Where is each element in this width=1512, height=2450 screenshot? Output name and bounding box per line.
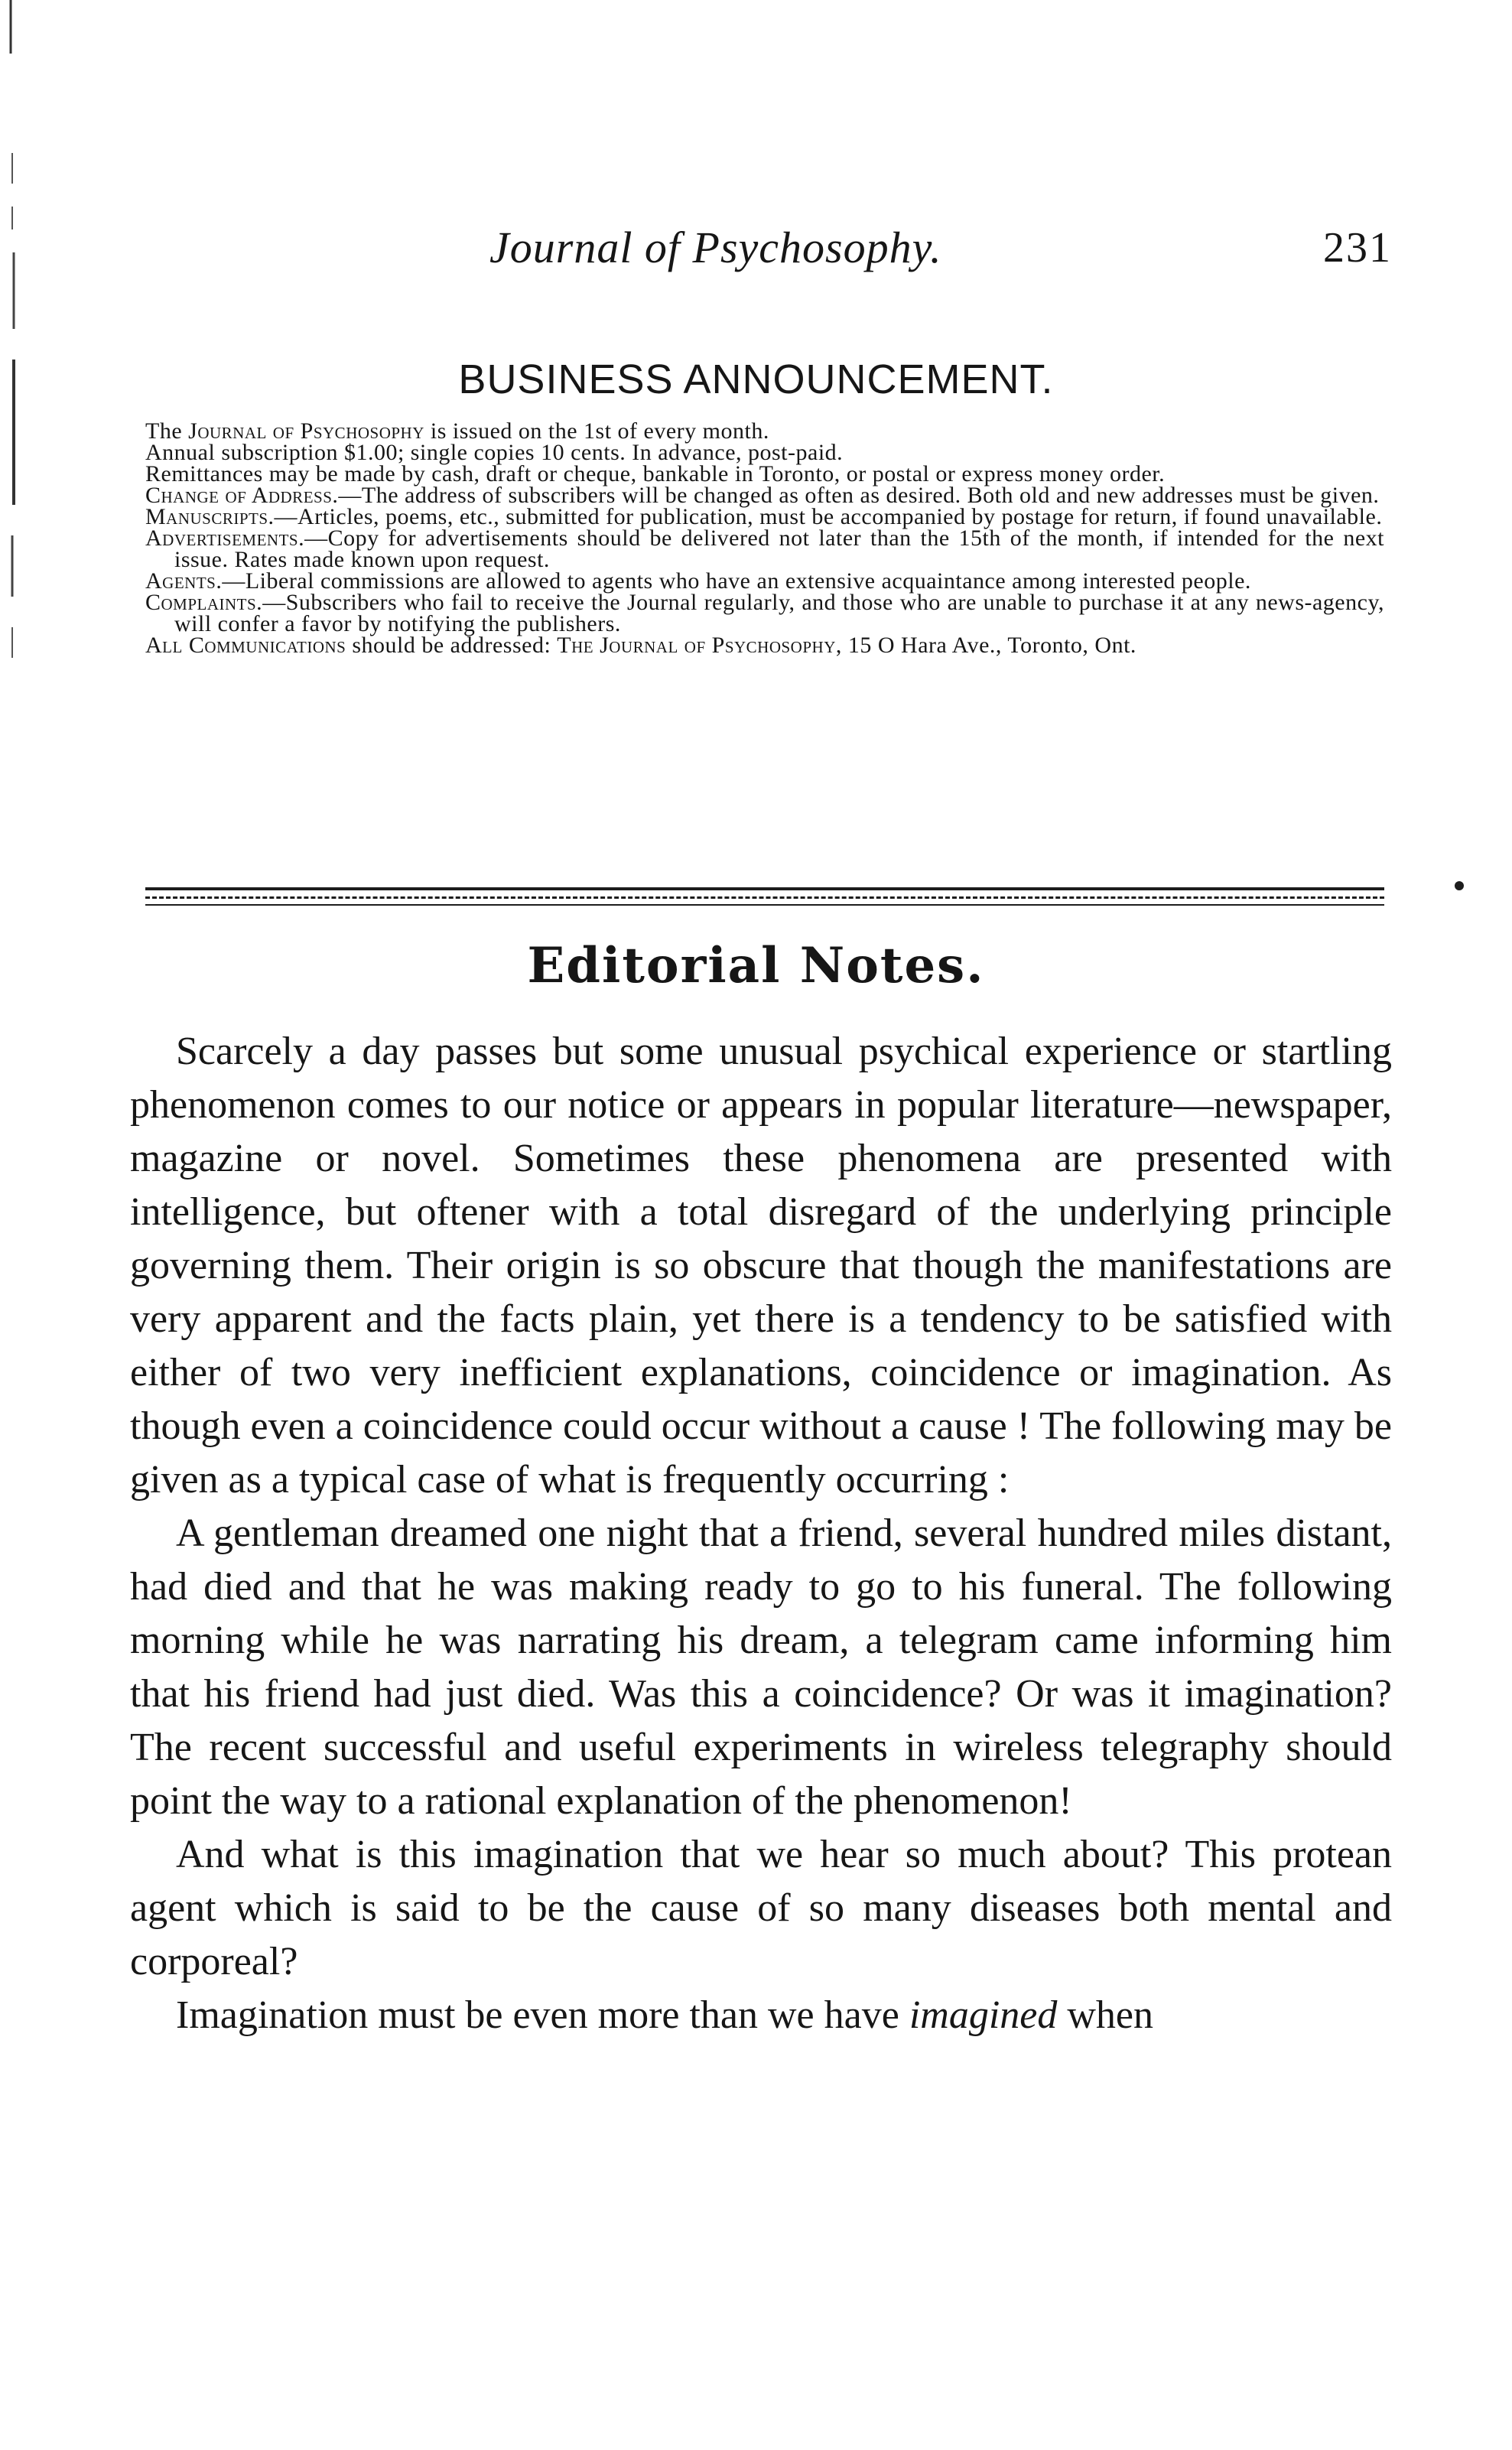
announcement-manuscripts: Manuscripts.—Articles, poems, etc., submitted for publication, must be accompanied by postage for return, if found unavailable.: [145, 504, 1383, 529]
editorial-notes-body: [130, 1025, 1392, 2042]
announcement-communications: All Communications should be addressed: The Journal of Psychosophy, 15 O Hara Ave., Toronto, Ont.: [145, 633, 1136, 658]
announcement-complaints: Complaints.—Subscribers who fail to receive the Journal regularly, and those who are unable to purchase it at any news-agency, will confer a favor by notifying the publishers.: [145, 590, 1384, 636]
divider-line-top: [145, 887, 1384, 890]
running-head: [489, 222, 1392, 291]
divider-line-bottom: [145, 904, 1384, 906]
announcement-agents: Agents.—Liberal commissions are allowed to agents who have an extensive acquaintance among interested people.: [145, 568, 1251, 594]
journal-title: Journal of Psychosophy.: [489, 223, 942, 272]
business-announcement-body: [145, 418, 1384, 658]
editorial-paragraph-3: And what is this imagination that we hear so much about? This protean agent which is said to be the cause of so many diseases both mental and corporeal?: [130, 1833, 1392, 1983]
announcement-advertisements: Advertisements.—Copy for advertisements should be delivered not later than the 15th of the month, if intended for the next issue. Rates made known upon request.: [145, 525, 1384, 572]
announcement-remittances: Remittances may be made by cash, draft or cheque, bankable in Toronto, or postal or express money order.: [145, 461, 1166, 486]
announcement-issue: The Journal of Psychosophy is issued on the 1st of every month.: [145, 418, 769, 444]
editorial-paragraph-2: A gentleman dreamed one night that a friend, several hundred miles distant, had died and that he was making ready to go to his funeral. The following morning while he was narrating his dream, a telegram came informing him that his friend had just died. Was this a coincidence? Or was it imagination? The recent successful and useful experiments in wireless telegraphy should point the way to a rational explanation of the phenomenon!: [130, 1511, 1392, 1823]
divider-line-dashed: [145, 896, 1384, 899]
editorial-notes-heading: Editorial Notes.: [527, 937, 985, 994]
editorial-paragraph-4: Imagination must be even more than we have imagined when: [176, 1993, 1153, 2037]
announcement-subscription: Annual subscription $1.00; single copies 10 cents. In advance, post-paid.: [145, 440, 844, 465]
editorial-paragraph-1: Scarcely a day passes but some unusual psychical experience or startling phenomenon comes to our notice or appears in popular literature—newspaper, magazine or novel. Sometimes these phenomena are presented with intelligence, but oftener with a total disregard of the underlying principle governing them. Their origin is so obscure that though the manifestations are very apparent and the facts plain, yet there is a tendency to be satisfied with either of two very inefficient explanations, coincidence or imagination. As though even a coincidence could occur without a cause ! The following may be given as a typical case of what is frequently occurring :: [130, 1030, 1392, 1502]
emphasis-imagined: imagined: [909, 1993, 1058, 2037]
margin-scan-marks: [0, 0, 31, 688]
section-divider-rule: [145, 887, 1384, 910]
page-number: 231: [1323, 224, 1392, 272]
business-announcement-heading: BUSINESS ANNOUNCEMENT.: [458, 356, 1054, 402]
announcement-change-of-address: Change of Address.—The address of subscribers will be changed as often as desired. Both old and new addresses must be given.: [145, 483, 1380, 508]
margin-dot: [1455, 881, 1464, 890]
